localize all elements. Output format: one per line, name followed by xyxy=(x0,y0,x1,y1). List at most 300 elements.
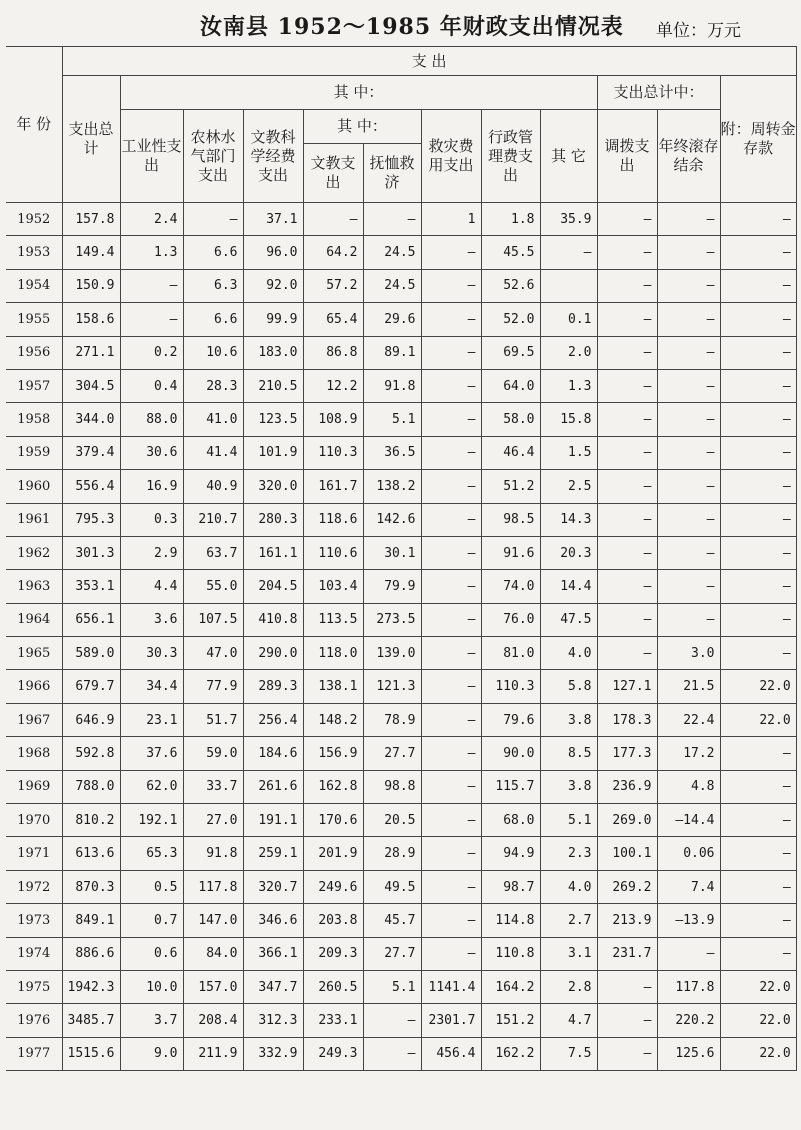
cell-total: 1942.3 xyxy=(62,970,120,1003)
cell-culture-edu-science: 37.1 xyxy=(243,203,303,236)
cell-pension-relief: 91.8 xyxy=(363,369,421,402)
cell-culture-edu: 108.9 xyxy=(303,403,363,436)
table-row xyxy=(6,703,796,736)
cell-other: 14.3 xyxy=(540,503,597,536)
cell-culture-edu: 110.3 xyxy=(303,436,363,469)
cell-total: 353.1 xyxy=(62,570,120,603)
cell-revolving-fund: — xyxy=(720,269,796,302)
cell-revolving-fund: 22.0 xyxy=(720,970,796,1003)
cell-industry: 3.7 xyxy=(120,1004,183,1037)
cell-revolving-fund: — xyxy=(720,904,796,937)
table-row xyxy=(6,303,796,336)
cell-revolving-fund: — xyxy=(720,570,796,603)
cell-industry: 88.0 xyxy=(120,403,183,436)
cell-other: 8.5 xyxy=(540,737,597,770)
cell-admin: 79.6 xyxy=(481,703,540,736)
cell-pension-relief: 27.7 xyxy=(363,737,421,770)
cell-revolving-fund: 22.0 xyxy=(720,1037,796,1070)
cell-admin: 114.8 xyxy=(481,904,540,937)
cell-industry: 4.4 xyxy=(120,570,183,603)
cell-total: 149.4 xyxy=(62,236,120,269)
cell-pension-relief: 30.1 xyxy=(363,536,421,569)
cell-industry: 0.5 xyxy=(120,870,183,903)
cell-admin: 52.0 xyxy=(481,303,540,336)
cell-pension-relief: 139.0 xyxy=(363,637,421,670)
cell-culture-edu: 249.6 xyxy=(303,870,363,903)
cell-total: 271.1 xyxy=(62,336,120,369)
header-expenditure: 支 出 xyxy=(62,47,796,76)
cell-disaster-relief: — xyxy=(421,470,481,503)
cell-year: 1969 xyxy=(6,770,62,803)
cell-agri: 208.4 xyxy=(183,1004,243,1037)
cell-year-end-balance: 7.4 xyxy=(657,870,720,903)
cell-pension-relief: 138.2 xyxy=(363,470,421,503)
expenditure-table xyxy=(6,46,797,1071)
cell-other: 4.0 xyxy=(540,870,597,903)
cell-pension-relief: 45.7 xyxy=(363,904,421,937)
cell-transfer: 177.3 xyxy=(597,737,657,770)
cell-admin: 162.2 xyxy=(481,1037,540,1070)
cell-other: 0.1 xyxy=(540,303,597,336)
cell-revolving-fund: — xyxy=(720,870,796,903)
cell-transfer: — xyxy=(597,603,657,636)
cell-other: 7.5 xyxy=(540,1037,597,1070)
cell-culture-edu: 201.9 xyxy=(303,837,363,870)
cell-pension-relief: 98.8 xyxy=(363,770,421,803)
table-row xyxy=(6,336,796,369)
cell-disaster-relief: — xyxy=(421,670,481,703)
header-transfer: 调拨支出 xyxy=(597,110,657,203)
cell-industry: 34.4 xyxy=(120,670,183,703)
cell-total: 556.4 xyxy=(62,470,120,503)
cell-disaster-relief: — xyxy=(421,770,481,803)
cell-pension-relief: 89.1 xyxy=(363,336,421,369)
cell-culture-edu-science: 366.1 xyxy=(243,937,303,970)
cell-admin: 90.0 xyxy=(481,737,540,770)
cell-culture-edu: 86.8 xyxy=(303,336,363,369)
cell-year-end-balance: 220.2 xyxy=(657,1004,720,1037)
cell-total: 795.3 xyxy=(62,503,120,536)
cell-transfer: 269.2 xyxy=(597,870,657,903)
cell-transfer: — xyxy=(597,269,657,302)
cell-admin: 81.0 xyxy=(481,637,540,670)
cell-agri: 77.9 xyxy=(183,670,243,703)
cell-industry: 0.2 xyxy=(120,336,183,369)
header-in-total: 支出总计中： xyxy=(597,76,720,110)
cell-agri: 117.8 xyxy=(183,870,243,903)
cell-disaster-relief: — xyxy=(421,403,481,436)
cell-transfer: — xyxy=(597,369,657,402)
cell-other: 5.8 xyxy=(540,670,597,703)
header-culture-edu: 文教支出 xyxy=(303,144,363,203)
cell-culture-edu: 148.2 xyxy=(303,703,363,736)
cell-agri: 41.4 xyxy=(183,436,243,469)
cell-year-end-balance: — xyxy=(657,403,720,436)
cell-total: 810.2 xyxy=(62,804,120,837)
cell-other: 20.3 xyxy=(540,536,597,569)
cell-total: 304.5 xyxy=(62,369,120,402)
cell-year: 1975 xyxy=(6,970,62,1003)
cell-industry: 30.3 xyxy=(120,637,183,670)
cell-culture-edu: 110.6 xyxy=(303,536,363,569)
cell-agri: 6.6 xyxy=(183,303,243,336)
cell-culture-edu: 156.9 xyxy=(303,737,363,770)
header-year-end-balance: 年终滚存结余 xyxy=(657,110,720,203)
cell-year: 1952 xyxy=(6,203,62,236)
cell-transfer: 269.0 xyxy=(597,804,657,837)
cell-disaster-relief: — xyxy=(421,236,481,269)
cell-revolving-fund: — xyxy=(720,369,796,402)
table-row xyxy=(6,236,796,269)
cell-culture-edu-science: 320.7 xyxy=(243,870,303,903)
cell-revolving-fund: — xyxy=(720,236,796,269)
cell-industry: 65.3 xyxy=(120,837,183,870)
cell-revolving-fund: — xyxy=(720,470,796,503)
cell-year: 1973 xyxy=(6,904,62,937)
cell-industry: 30.6 xyxy=(120,436,183,469)
cell-transfer: — xyxy=(597,470,657,503)
cell-total: 3485.7 xyxy=(62,1004,120,1037)
cell-pension-relief: 29.6 xyxy=(363,303,421,336)
cell-year-end-balance: — xyxy=(657,503,720,536)
cell-industry: 0.6 xyxy=(120,937,183,970)
cell-agri: 84.0 xyxy=(183,937,243,970)
cell-year: 1953 xyxy=(6,236,62,269)
cell-disaster-relief: — xyxy=(421,804,481,837)
cell-agri: 47.0 xyxy=(183,637,243,670)
cell-agri: 147.0 xyxy=(183,904,243,937)
cell-industry: 0.7 xyxy=(120,904,183,937)
cell-revolving-fund: — xyxy=(720,303,796,336)
cell-revolving-fund: 22.0 xyxy=(720,670,796,703)
cell-culture-edu-science: 123.5 xyxy=(243,403,303,436)
header-culture-edu-science: 文教科学经费支出 xyxy=(243,110,303,203)
table-row xyxy=(6,603,796,636)
cell-agri: 210.7 xyxy=(183,503,243,536)
cell-transfer: — xyxy=(597,1037,657,1070)
cell-other: 3.1 xyxy=(540,937,597,970)
cell-transfer: 178.3 xyxy=(597,703,657,736)
cell-year-end-balance: — xyxy=(657,937,720,970)
cell-transfer: 127.1 xyxy=(597,670,657,703)
cell-industry: 192.1 xyxy=(120,804,183,837)
cell-industry: 62.0 xyxy=(120,770,183,803)
cell-disaster-relief: — xyxy=(421,737,481,770)
cell-culture-edu: 65.4 xyxy=(303,303,363,336)
cell-industry: 2.4 xyxy=(120,203,183,236)
cell-year: 1956 xyxy=(6,336,62,369)
cell-total: 849.1 xyxy=(62,904,120,937)
cell-industry: 10.0 xyxy=(120,970,183,1003)
cell-culture-edu-science: 290.0 xyxy=(243,637,303,670)
cell-disaster-relief: 1141.4 xyxy=(421,970,481,1003)
table-row xyxy=(6,1004,796,1037)
cell-transfer: — xyxy=(597,1004,657,1037)
cell-culture-edu: 233.1 xyxy=(303,1004,363,1037)
cell-revolving-fund: — xyxy=(720,637,796,670)
header-admin: 行政管理费支出 xyxy=(481,110,540,203)
cell-transfer: — xyxy=(597,503,657,536)
cell-culture-edu: 103.4 xyxy=(303,570,363,603)
header-of-which-sub: 其 中： xyxy=(303,110,421,144)
cell-year: 1976 xyxy=(6,1004,62,1037)
cell-admin: 51.2 xyxy=(481,470,540,503)
cell-transfer: — xyxy=(597,236,657,269)
table-row xyxy=(6,637,796,670)
cell-agri: 6.3 xyxy=(183,269,243,302)
cell-disaster-relief: — xyxy=(421,503,481,536)
cell-revolving-fund: — xyxy=(720,770,796,803)
cell-admin: 1.8 xyxy=(481,203,540,236)
cell-pension-relief: 142.6 xyxy=(363,503,421,536)
cell-culture-edu-science: 101.9 xyxy=(243,436,303,469)
cell-culture-edu-science: 161.1 xyxy=(243,536,303,569)
cell-agri: 10.6 xyxy=(183,336,243,369)
cell-agri: 157.0 xyxy=(183,970,243,1003)
cell-admin: 98.5 xyxy=(481,503,540,536)
cell-other: 2.7 xyxy=(540,904,597,937)
cell-disaster-relief: — xyxy=(421,937,481,970)
cell-culture-edu-science: 320.0 xyxy=(243,470,303,503)
cell-other: 4.0 xyxy=(540,637,597,670)
cell-disaster-relief: — xyxy=(421,536,481,569)
cell-admin: 76.0 xyxy=(481,603,540,636)
cell-total: 646.9 xyxy=(62,703,120,736)
cell-pension-relief: 24.5 xyxy=(363,269,421,302)
cell-culture-edu: — xyxy=(303,203,363,236)
cell-transfer: 236.9 xyxy=(597,770,657,803)
table-header xyxy=(6,47,796,203)
cell-revolving-fund: — xyxy=(720,837,796,870)
cell-year: 1961 xyxy=(6,503,62,536)
cell-year-end-balance: 0.06 xyxy=(657,837,720,870)
table-row xyxy=(6,804,796,837)
cell-year-end-balance: — xyxy=(657,236,720,269)
cell-disaster-relief: — xyxy=(421,369,481,402)
cell-year: 1968 xyxy=(6,737,62,770)
cell-other: 47.5 xyxy=(540,603,597,636)
cell-agri: 211.9 xyxy=(183,1037,243,1070)
cell-year: 1959 xyxy=(6,436,62,469)
table-row xyxy=(6,570,796,603)
cell-year-end-balance: — xyxy=(657,369,720,402)
cell-other xyxy=(540,269,597,302)
cell-industry: 0.4 xyxy=(120,369,183,402)
cell-pension-relief: 121.3 xyxy=(363,670,421,703)
cell-total: 656.1 xyxy=(62,603,120,636)
cell-industry: 1.3 xyxy=(120,236,183,269)
table-body xyxy=(6,203,796,1071)
cell-agri: 63.7 xyxy=(183,536,243,569)
cell-culture-edu: 161.7 xyxy=(303,470,363,503)
cell-year: 1967 xyxy=(6,703,62,736)
cell-pension-relief: 5.1 xyxy=(363,403,421,436)
cell-culture-edu-science: 210.5 xyxy=(243,369,303,402)
cell-admin: 69.5 xyxy=(481,336,540,369)
cell-agri: 59.0 xyxy=(183,737,243,770)
cell-admin: 94.9 xyxy=(481,837,540,870)
cell-year-end-balance: — xyxy=(657,269,720,302)
cell-transfer: 231.7 xyxy=(597,937,657,970)
cell-admin: 115.7 xyxy=(481,770,540,803)
cell-admin: 68.0 xyxy=(481,804,540,837)
cell-agri: 28.3 xyxy=(183,369,243,402)
cell-industry: 9.0 xyxy=(120,1037,183,1070)
table-row xyxy=(6,536,796,569)
cell-revolving-fund: — xyxy=(720,737,796,770)
cell-industry: 3.6 xyxy=(120,603,183,636)
cell-revolving-fund: — xyxy=(720,937,796,970)
cell-transfer: — xyxy=(597,336,657,369)
cell-industry: 16.9 xyxy=(120,470,183,503)
header-other: 其 它 xyxy=(540,110,597,203)
cell-pension-relief: — xyxy=(363,203,421,236)
cell-other: 15.8 xyxy=(540,403,597,436)
cell-culture-edu-science: 261.6 xyxy=(243,770,303,803)
cell-total: 589.0 xyxy=(62,637,120,670)
cell-pension-relief: 24.5 xyxy=(363,236,421,269)
cell-pension-relief: 36.5 xyxy=(363,436,421,469)
cell-other: 14.4 xyxy=(540,570,597,603)
cell-transfer: — xyxy=(597,536,657,569)
cell-year: 1960 xyxy=(6,470,62,503)
cell-agri: 40.9 xyxy=(183,470,243,503)
cell-culture-edu-science: 183.0 xyxy=(243,336,303,369)
cell-transfer: — xyxy=(597,303,657,336)
cell-agri: 27.0 xyxy=(183,804,243,837)
cell-industry: 2.9 xyxy=(120,536,183,569)
cell-year-end-balance: —13.9 xyxy=(657,904,720,937)
cell-other: 1.5 xyxy=(540,436,597,469)
header-of-which: 其 中： xyxy=(120,76,597,110)
cell-year: 1957 xyxy=(6,369,62,402)
cell-disaster-relief: 1 xyxy=(421,203,481,236)
cell-total: 1515.6 xyxy=(62,1037,120,1070)
cell-total: 158.6 xyxy=(62,303,120,336)
cell-other: 3.8 xyxy=(540,770,597,803)
cell-total: 679.7 xyxy=(62,670,120,703)
cell-admin: 164.2 xyxy=(481,970,540,1003)
cell-year-end-balance: — xyxy=(657,303,720,336)
cell-total: 592.8 xyxy=(62,737,120,770)
cell-year-end-balance: — xyxy=(657,336,720,369)
table-row xyxy=(6,503,796,536)
cell-year-end-balance: 17.2 xyxy=(657,737,720,770)
cell-admin: 110.3 xyxy=(481,670,540,703)
cell-culture-edu-science: 332.9 xyxy=(243,1037,303,1070)
cell-industry: — xyxy=(120,269,183,302)
cell-other: 35.9 xyxy=(540,203,597,236)
cell-year: 1962 xyxy=(6,536,62,569)
table-row xyxy=(6,870,796,903)
header-total: 支出总计 xyxy=(62,76,120,203)
cell-agri: 55.0 xyxy=(183,570,243,603)
cell-total: 613.6 xyxy=(62,837,120,870)
cell-pension-relief: 28.9 xyxy=(363,837,421,870)
cell-revolving-fund: — xyxy=(720,804,796,837)
page-title: 汝南县 1952～1985 年财政支出情况表 xyxy=(200,14,624,40)
cell-transfer: — xyxy=(597,970,657,1003)
cell-year-end-balance: — xyxy=(657,570,720,603)
cell-total: 150.9 xyxy=(62,269,120,302)
header-pension-relief: 抚恤救济 xyxy=(363,144,421,203)
cell-culture-edu-science: 99.9 xyxy=(243,303,303,336)
cell-culture-edu-science: 256.4 xyxy=(243,703,303,736)
cell-culture-edu: 113.5 xyxy=(303,603,363,636)
cell-pension-relief: 27.7 xyxy=(363,937,421,970)
cell-year: 1958 xyxy=(6,403,62,436)
cell-disaster-relief: — xyxy=(421,336,481,369)
table-row xyxy=(6,403,796,436)
cell-disaster-relief: — xyxy=(421,436,481,469)
cell-culture-edu-science: 184.6 xyxy=(243,737,303,770)
cell-total: 344.0 xyxy=(62,403,120,436)
cell-culture-edu-science: 347.7 xyxy=(243,970,303,1003)
cell-revolving-fund: — xyxy=(720,203,796,236)
cell-year-end-balance: — xyxy=(657,436,720,469)
cell-other: 5.1 xyxy=(540,804,597,837)
table-row xyxy=(6,670,796,703)
cell-other: — xyxy=(540,236,597,269)
cell-agri: 91.8 xyxy=(183,837,243,870)
cell-year-end-balance: —14.4 xyxy=(657,804,720,837)
cell-admin: 110.8 xyxy=(481,937,540,970)
cell-transfer: — xyxy=(597,203,657,236)
cell-revolving-fund: — xyxy=(720,336,796,369)
cell-total: 886.6 xyxy=(62,937,120,970)
cell-culture-edu-science: 204.5 xyxy=(243,570,303,603)
cell-revolving-fund: 22.0 xyxy=(720,703,796,736)
cell-admin: 58.0 xyxy=(481,403,540,436)
cell-revolving-fund: — xyxy=(720,603,796,636)
cell-year-end-balance: 3.0 xyxy=(657,637,720,670)
table-row xyxy=(6,937,796,970)
cell-transfer: — xyxy=(597,637,657,670)
cell-culture-edu-science: 312.3 xyxy=(243,1004,303,1037)
cell-agri: 107.5 xyxy=(183,603,243,636)
table-row xyxy=(6,970,796,1003)
cell-culture-edu: 249.3 xyxy=(303,1037,363,1070)
cell-culture-edu: 12.2 xyxy=(303,369,363,402)
cell-culture-edu-science: 191.1 xyxy=(243,804,303,837)
header-disaster-relief: 救灾费用支出 xyxy=(421,110,481,203)
table-row xyxy=(6,837,796,870)
cell-other: 2.8 xyxy=(540,970,597,1003)
cell-admin: 64.0 xyxy=(481,369,540,402)
cell-revolving-fund: — xyxy=(720,403,796,436)
cell-agri: 41.0 xyxy=(183,403,243,436)
cell-agri: 51.7 xyxy=(183,703,243,736)
cell-admin: 98.7 xyxy=(481,870,540,903)
cell-year-end-balance: — xyxy=(657,603,720,636)
cell-culture-edu: 162.8 xyxy=(303,770,363,803)
cell-year: 1963 xyxy=(6,570,62,603)
cell-year: 1971 xyxy=(6,837,62,870)
cell-culture-edu: 118.0 xyxy=(303,637,363,670)
cell-year-end-balance: 22.4 xyxy=(657,703,720,736)
table-row xyxy=(6,737,796,770)
cell-culture-edu-science: 96.0 xyxy=(243,236,303,269)
cell-year: 1954 xyxy=(6,269,62,302)
table-row xyxy=(6,436,796,469)
cell-agri: 6.6 xyxy=(183,236,243,269)
cell-admin: 46.4 xyxy=(481,436,540,469)
cell-year: 1965 xyxy=(6,637,62,670)
cell-year-end-balance: — xyxy=(657,470,720,503)
cell-year: 1974 xyxy=(6,937,62,970)
cell-revolving-fund: — xyxy=(720,436,796,469)
cell-industry: 23.1 xyxy=(120,703,183,736)
